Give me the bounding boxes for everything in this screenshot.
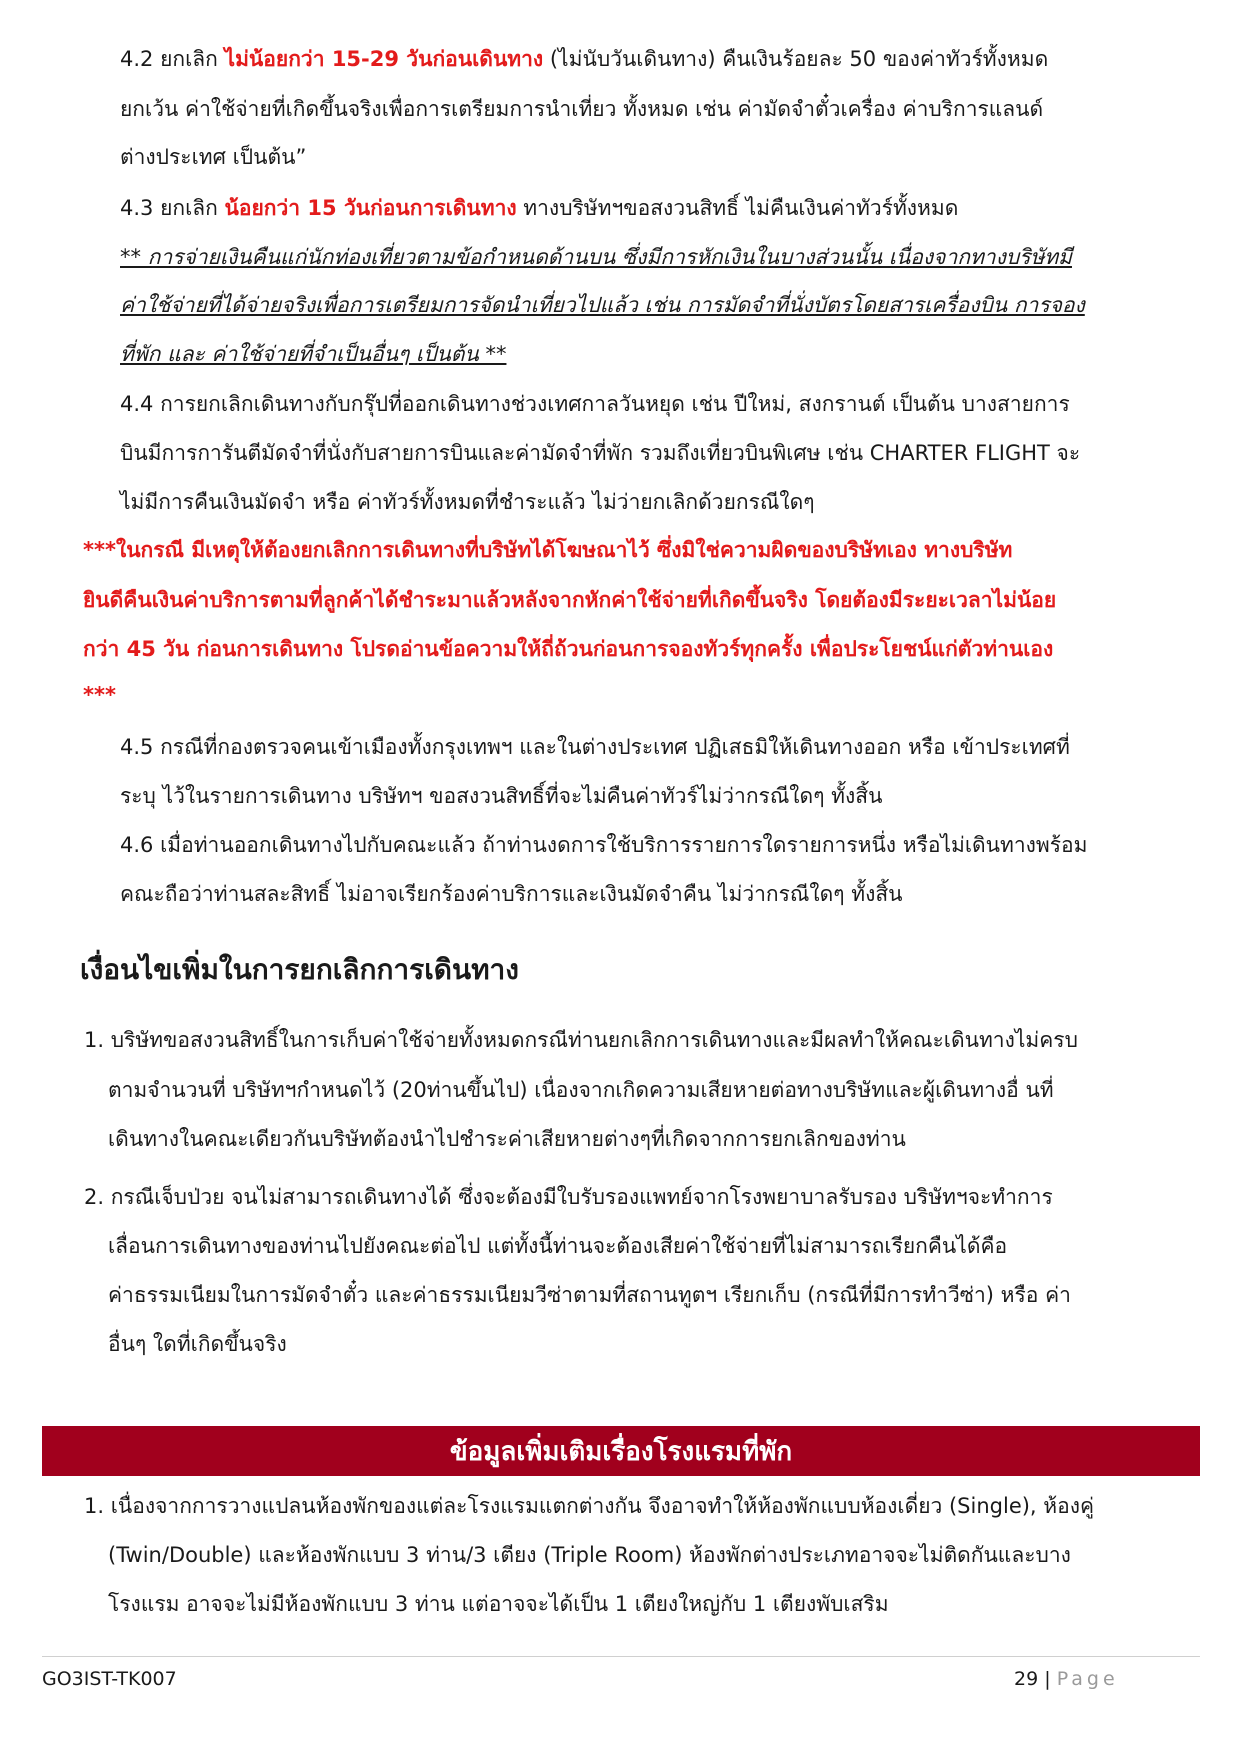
- clause-4-2-highlight: ไม่น้อยกว่า 15-29 วันก่อนเดินทาง: [224, 47, 544, 71]
- clause-4-5-line-2: ระบุ ไว้ในรายการเดินทาง บริษัทฯ ขอสงวนสิทธิ์ที่จะไม่คืนค่าทัวร์ไม่ว่ากรณีใดๆ ทั้งสิ้น: [120, 784, 883, 808]
- clause-4-2-line-3: ต่างประเทศ เป็นต้น”: [120, 145, 307, 169]
- clause-4-4-line-1: 4.4 การยกเลิกเดินทางกับกรุ๊ปที่ออกเดินทางช่วงเทศกาลวันหยุด เช่น ปีใหม่, สงกรานต์ เป็นต้น บางสายการ: [120, 392, 1070, 416]
- page-separator: |: [1044, 1668, 1051, 1690]
- clause-4-3-highlight: น้อยกว่า 15 วันก่อนการเดินทาง: [224, 196, 517, 220]
- page-word: Page: [1056, 1668, 1119, 1690]
- warning-line-3: กว่า 45 วัน ก่อนการเดินทาง โปรดอ่านข้อความให้ถี่ถ้วนก่อนการจองทัวร์ทุกครั้ง เพื่อประโยชน์แก่ตัวท่านเอง: [83, 637, 1054, 661]
- clause-4-6-line-2: คณะถือว่าท่านสละสิทธิ์ ไม่อาจเรียกร้องค่าบริการและเงินมัดจำคืน ไม่ว่ากรณีใดๆ ทั้งสิ้น: [120, 882, 903, 906]
- clause-4-2-line-2: ยกเว้น ค่าใช้จ่ายที่เกิดขึ้นจริงเพื่อการเตรียมการนำเที่ยว ทั้งหมด เช่น ค่ามัดจำตั๋วเครื่อง ค่าบริการแลนด์: [120, 97, 1044, 121]
- refund-note-line-1: ** การจ่ายเงินคืนแก่นักท่องเที่ยวตามข้อกำหนดด้านบน ซึ่งมีการหักเงินในบางส่วนนั้น เนื่องจากทางบริษัทมี: [120, 245, 1072, 269]
- refund-note-line-2: ค่าใช้จ่ายที่ได้จ่ายจริงเพื่อการเตรียมการจัดนำเที่ยวไปแล้ว เช่น การมัดจำที่นั่งบัตรโดยสารเครื่องบิน การจอง: [120, 293, 1085, 317]
- clause-4-2-line-1: [120, 44, 1048, 74]
- page-number: 29: [1014, 1668, 1039, 1690]
- hotel-item-1-line-3: โรงแรม อาจจะไม่มีห้องพักแบบ 3 ท่าน แต่อาจจะได้เป็น 1 เตียงใหญ่กับ 1 เตียงพับเสริม: [108, 1592, 889, 1616]
- condition-2-line-4: อื่นๆ ใดที่เกิดขึ้นจริง: [108, 1332, 287, 1356]
- document-code: GO3IST-TK007: [42, 1668, 177, 1690]
- warning-line-4: ***: [83, 683, 116, 707]
- clause-4-2-rest: (ไม่นับวันเดินทาง) คืนเงินร้อยละ 50 ของค่าทัวร์ทั้งหมด: [543, 47, 1049, 71]
- clause-4-5-line-1: 4.5 กรณีที่กองตรวจคนเข้าเมืองทั้งกรุงเทพฯ และในต่างประเทศ ปฏิเสธมิให้เดินทางออก หรือ เข้าประเทศที่: [120, 735, 1070, 759]
- page-indicator: [1014, 1668, 1119, 1690]
- clause-4-3-prefix: 4.3 ยกเลิก: [120, 196, 225, 220]
- warning-line-2: ยินดีคืนเงินค่าบริการตามที่ลูกค้าได้ชำระมาแล้วหลังจากหักค่าใช้จ่ายที่เกิดขึ้นจริง โดยต้องมีระยะเวลาไม่น้อย: [83, 588, 1057, 612]
- condition-1-line-2: ตามจำนวนที่ บริษัทฯกำหนดไว้ (20ท่านขึ้นไป) เนื่องจากเกิดความเสียหายต่อทางบริษัทและผู้เดินทางอื่ นที่: [108, 1078, 1054, 1102]
- clause-4-4-line-2: บินมีการการันตีมัดจำที่นั่งกับสายการบินและค่ามัดจำที่พัก รวมถึงเที่ยวบินพิเศษ เช่น CHARTER FLIGHT จะ: [120, 441, 1081, 465]
- clause-4-3-line-1: [120, 193, 958, 223]
- footer-divider: [42, 1656, 1200, 1657]
- hotel-item-1-line-1: 1. เนื่องจากการวางแปลนห้องพักของแต่ละโรงแรมแตกต่างกัน จึงอาจทำให้ห้องพักแบบห้องเดี่ยว (Single), ห้องคู่: [84, 1494, 1095, 1518]
- condition-2-line-3: ค่าธรรมเนียมในการมัดจำตั๋ว และค่าธรรมเนียมวีซ่าตามที่สถานทูตฯ เรียกเก็บ (กรณีที่มีการทำวีซ่า) หรือ ค่า: [108, 1283, 1071, 1307]
- hotel-info-banner: [42, 1426, 1200, 1476]
- clause-4-6-line-1: 4.6 เมื่อท่านออกเดินทางไปกับคณะแล้ว ถ้าท่านงดการใช้บริการรายการใดรายการหนึ่ง หรือไม่เดินทางพร้อม: [120, 833, 1088, 857]
- clause-4-2-prefix: 4.2 ยกเลิก: [120, 47, 225, 71]
- condition-1-line-3: เดินทางในคณะเดียวกันบริษัทต้องนำไปชำระค่าเสียหายต่างๆที่เกิดจากการยกเลิกของท่าน: [108, 1127, 906, 1151]
- clause-4-3-rest: ทางบริษัทฯขอสงวนสิทธิ์ ไม่คืนเงินค่าทัวร์ทั้งหมด: [516, 196, 959, 220]
- condition-2-line-1: 2. กรณีเจ็บป่วย จนไม่สามารถเดินทางได้ ซึ่งจะต้องมีใบรับรองแพทย์จากโรงพยาบาลรับรอง บริษัทฯจะทำการ: [84, 1185, 1053, 1209]
- hotel-item-1-line-2: (Twin/Double) และห้องพักแบบ 3 ท่าน/3 เตียง (Triple Room) ห้องพักต่างประเภทอาจจะไม่ติดกันและบาง: [108, 1543, 1071, 1567]
- condition-2-line-2: เลื่อนการเดินทางของท่านไปยังคณะต่อไป แต่ทั้งนี้ท่านจะต้องเสียค่าใช้จ่ายที่ไม่สามารถเรียกคืนได้คือ: [108, 1234, 1008, 1258]
- condition-1-line-1: 1. บริษัทขอสงวนสิทธิ์ในการเก็บค่าใช้จ่ายทั้งหมดกรณีท่านยกเลิกการเดินทางและมีผลทำให้คณะเดินทางไม่ครบ: [84, 1028, 1078, 1052]
- clause-4-4-line-3: ไม่มีการคืนเงินมัดจำ หรือ ค่าทัวร์ทั้งหมดที่ชำระแล้ว ไม่ว่ายกเลิกด้วยกรณีใดๆ: [120, 490, 815, 514]
- warning-line-1: ***ในกรณี มีเหตุให้ต้องยกเลิกการเดินทางที่บริษัทได้โฆษณาไว้ ซึ่งมิใช่ความผิดของบริษัทเอง ทางบริษัท: [83, 538, 1013, 562]
- refund-note-line-3: ที่พัก และ ค่าใช้จ่ายที่จำเป็นอื่นๆ เป็นต้น **: [120, 342, 507, 366]
- hotel-info-banner-title: ข้อมูลเพิ่มเติมเรื่องโรงแรมที่พัก: [449, 1436, 793, 1467]
- section-heading: เงื่อนไขเพิ่มในการยกเลิกการเดินทาง: [80, 953, 519, 986]
